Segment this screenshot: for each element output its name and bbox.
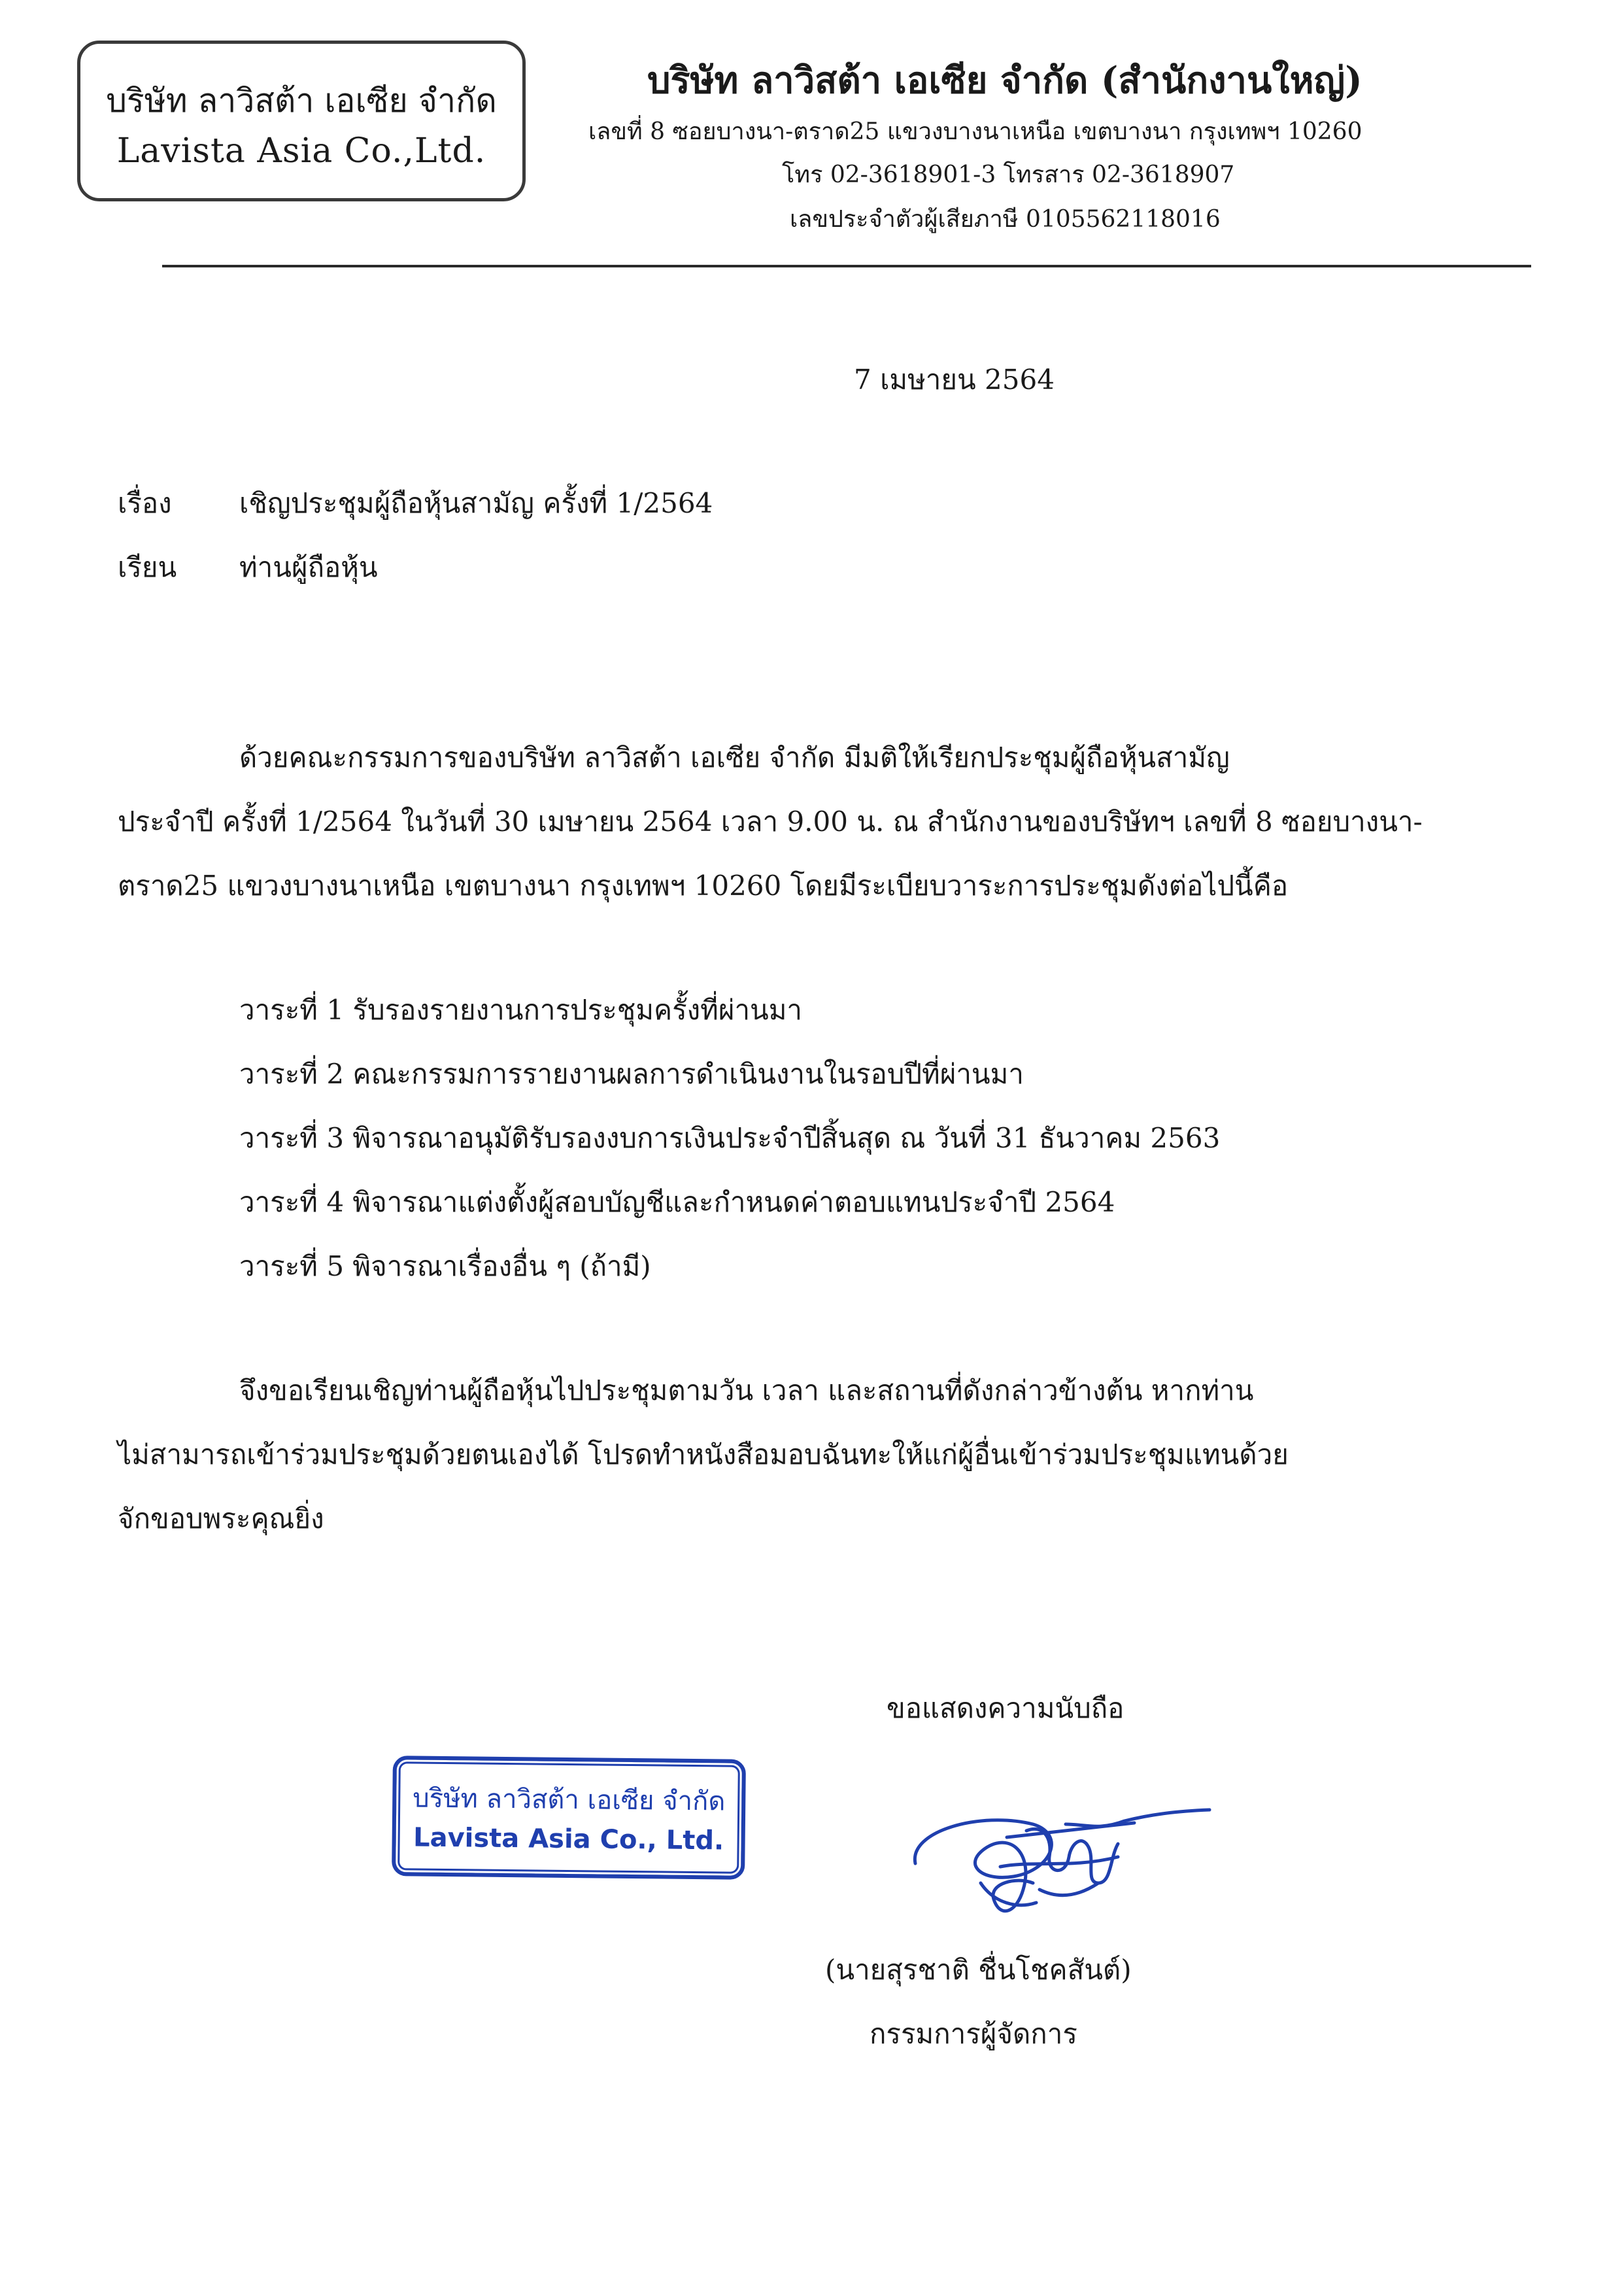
agenda-item: วาระที่ 4 พิจารณาแต่งตั้งผู้สอบบัญชีและกำหนดค่าตอบแทนประจำปี 2564 bbox=[239, 1186, 1115, 1218]
header-divider bbox=[162, 265, 1531, 267]
company-name-heading: บริษัท ลาวิสต้า เอเซีย จำกัด (สำนักงานใหญ่) bbox=[647, 59, 1362, 102]
stamp-company-name-th: บริษัท ลาวิสต้า เอเซีย จำกัด bbox=[413, 1783, 726, 1817]
stamp-company-name-en: Lavista Asia Co., Ltd. bbox=[413, 1822, 724, 1856]
logo-company-name-th: บริษัท ลาวิสต้า เอเซีย จำกัด bbox=[106, 82, 497, 120]
agenda-item: วาระที่ 1 รับรองรายงานการประชุมครั้งที่ผ่านมา bbox=[239, 994, 803, 1026]
agenda-item: วาระที่ 2 คณะกรรมการรายงานผลการดำเนินงานในรอบปีที่ผ่านมา bbox=[239, 1058, 1024, 1090]
company-address: เลขที่ 8 ซอยบางนา-ตราด25 แขวงบางนาเหนือ เขตบางนา กรุงเทพฯ 10260 bbox=[588, 118, 1362, 145]
signer-title: กรรมการผู้จัดการ bbox=[870, 2018, 1077, 2050]
closing-phrase: ขอแสดงความนับถือ bbox=[887, 1692, 1125, 1724]
paragraph-1-line: ประจำปี ครั้งที่ 1/2564 ในวันที่ 30 เมษายน 2564 เวลา 9.00 น. ณ สำนักงานของบริษัทฯ เลขที่ 8 ซอยบางนา- bbox=[118, 806, 1423, 838]
paragraph-2-line: จักขอบพระคุณยิ่ง bbox=[118, 1503, 324, 1535]
paragraph-2-line: จึงขอเรียนเชิญท่านผู้ถือหุ้นไปประชุมตามวัน เวลา และสถานที่ดังกล่าวข้างต้น หากท่าน bbox=[239, 1374, 1254, 1406]
company-phone-fax: โทร 02-3618901-3 โทรสาร 02-3618907 bbox=[782, 161, 1235, 188]
agenda-item: วาระที่ 3 พิจารณาอนุมัติรับรองงบการเงินประจำปีสิ้นสุด ณ วันที่ 31 ธันวาคม 2563 bbox=[239, 1122, 1221, 1154]
subject-text: เชิญประชุมผู้ถือหุ้นสามัญ ครั้งที่ 1/2564 bbox=[239, 487, 713, 519]
company-stamp bbox=[392, 1756, 746, 1880]
salutation-text: ท่านผู้ถือหุ้น bbox=[239, 551, 378, 583]
salutation-label: เรียน bbox=[118, 551, 177, 583]
paragraph-1-line: ตราด25 แขวงบางนาเหนือ เขตบางนา กรุงเทพฯ 10260 โดยมีระเบียบวาระการประชุมดังต่อไปนี้คือ bbox=[118, 870, 1289, 902]
paragraph-2-line: ไม่สามารถเข้าร่วมประชุมด้วยตนเองได้ โปรดทำหนังสือมอบฉันทะให้แก่ผู้อื่นเข้าร่วมประชุมแทนด้วย bbox=[118, 1438, 1289, 1470]
handwritten-signature bbox=[902, 1785, 1216, 1935]
company-tax-id: เลขประจำตัวผู้เสียภาษี 0105562118016 bbox=[790, 206, 1221, 233]
paragraph-1-line: ด้วยคณะกรรมการของบริษัท ลาวิสต้า เอเซีย จำกัด มีมติให้เรียกประชุมผู้ถือหุ้นสามัญ bbox=[239, 741, 1230, 773]
letter-date: 7 เมษายน 2564 bbox=[854, 364, 1055, 396]
agenda-item: วาระที่ 5 พิจารณาเรื่องอื่น ๆ (ถ้ามี) bbox=[239, 1250, 651, 1282]
company-logo-box bbox=[77, 41, 526, 201]
signer-name: (นายสุรชาติ ชื่นโชคสันต์) bbox=[825, 1954, 1132, 1986]
logo-company-name-en: Lavista Asia Co.,Ltd. bbox=[116, 131, 486, 171]
subject-label: เรื่อง bbox=[118, 487, 172, 519]
